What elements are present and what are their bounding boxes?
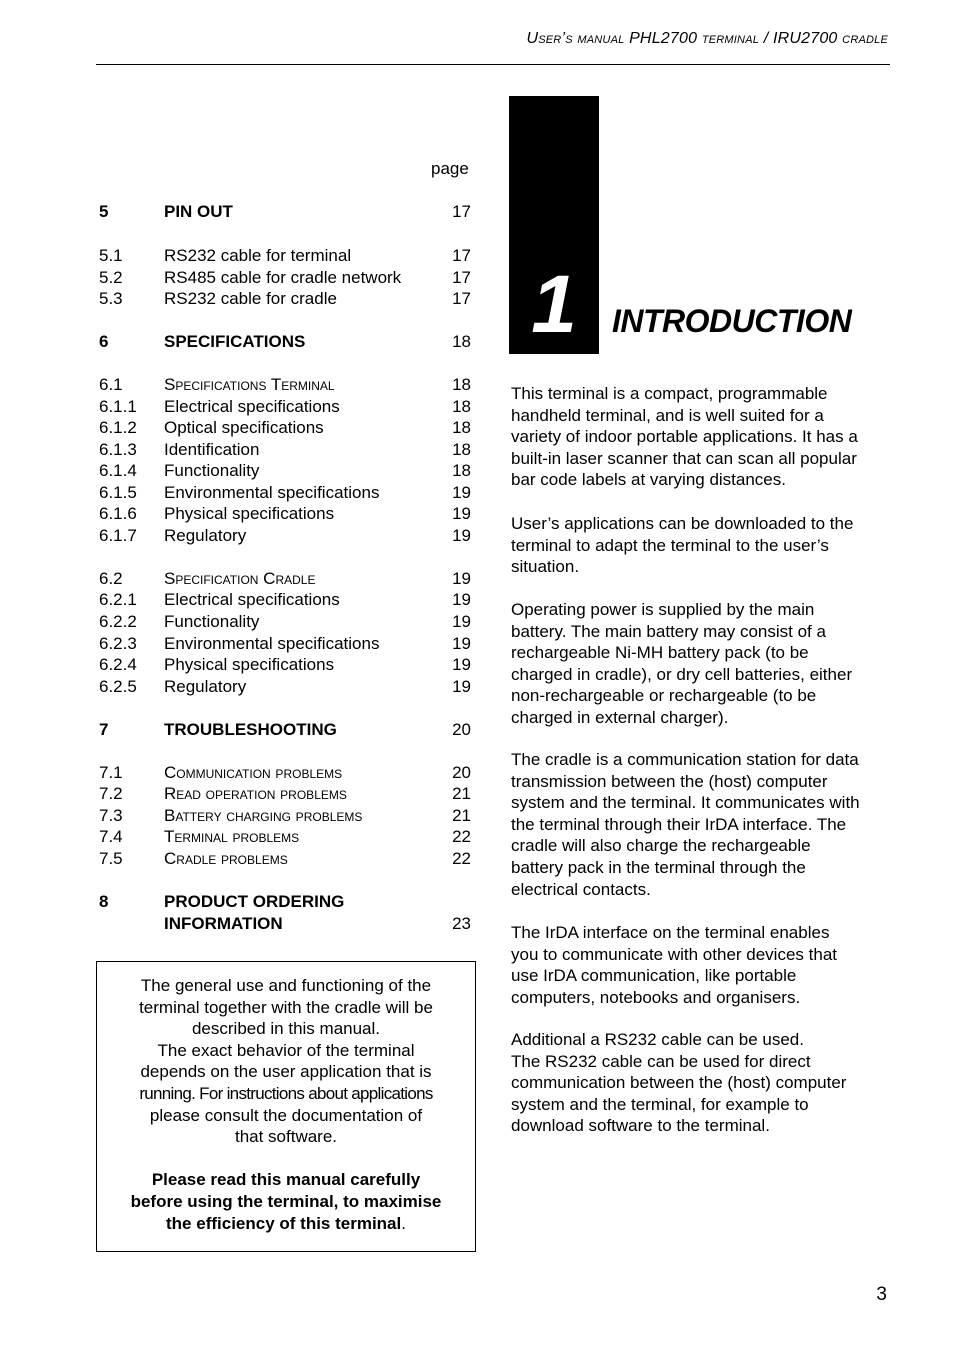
notice-line: depends on the user application that is bbox=[140, 1062, 432, 1082]
toc-number: 5.2 bbox=[99, 268, 123, 287]
intro-paragraph-1 bbox=[511, 383, 896, 491]
toc-page: 19 bbox=[452, 526, 471, 545]
intro-paragraph-2 bbox=[511, 513, 896, 578]
toc-number: 6.1.3 bbox=[99, 440, 137, 459]
paragraph-line: the terminal through their IrDA interface. The bbox=[511, 814, 847, 834]
toc-number: 6.1.1 bbox=[99, 397, 137, 416]
toc-title: Read operation problems bbox=[164, 784, 347, 803]
toc-title: Battery charging problems bbox=[164, 806, 363, 825]
toc-number: 5.3 bbox=[99, 289, 123, 308]
chapter-number: 1 bbox=[531, 259, 577, 350]
toc-number: 5 bbox=[99, 202, 109, 221]
paragraph-line: bar code labels at varying distances. bbox=[511, 470, 786, 490]
toc-title: Functionality bbox=[164, 612, 260, 631]
toc-title: Identification bbox=[164, 440, 260, 459]
notice-line: that software. bbox=[234, 1127, 338, 1147]
paragraph-line: rechargeable Ni-MH battery pack (to be bbox=[511, 643, 809, 663]
toc-number: 6.1.6 bbox=[99, 504, 137, 523]
toc-title: RS232 cable for cradle bbox=[164, 289, 337, 308]
toc-number: 6.1 bbox=[99, 375, 123, 394]
header-rule bbox=[96, 64, 890, 65]
toc-number: 6.2 bbox=[99, 569, 123, 588]
toc-entry-8 bbox=[99, 891, 471, 935]
toc-number: 7.3 bbox=[99, 806, 123, 825]
toc-number: 6.2.2 bbox=[99, 612, 137, 631]
paragraph-line: system and the terminal. It communicates with bbox=[511, 793, 860, 813]
toc-page: 19 bbox=[452, 612, 471, 631]
toc-page: 20 bbox=[452, 763, 471, 782]
toc-number: 6.2.1 bbox=[99, 590, 137, 609]
toc-title: RS232 cable for terminal bbox=[164, 246, 352, 265]
toc-page: 20 bbox=[452, 720, 471, 739]
paragraph-line: This terminal is a compact, programmable bbox=[511, 384, 828, 403]
paragraph-line: cradle will also charge the rechargeable bbox=[511, 836, 811, 856]
toc-number: 7.2 bbox=[99, 784, 123, 803]
toc-title: Terminal problems bbox=[164, 827, 300, 846]
toc-number: 7.5 bbox=[99, 849, 123, 868]
toc-page: 19 bbox=[452, 483, 471, 502]
toc-title: Specifications Terminal bbox=[164, 375, 335, 394]
toc-number: 7.1 bbox=[99, 763, 123, 782]
intro-paragraph-5 bbox=[511, 922, 896, 1008]
toc-number: 6.2.4 bbox=[99, 655, 137, 674]
paragraph-line: communication between the (host) computer bbox=[511, 1073, 847, 1093]
paragraph-line: you to communicate with other devices that bbox=[511, 944, 837, 964]
toc-title: RS485 cable for cradle network bbox=[164, 268, 402, 287]
paragraph-line: The IrDA interface on the terminal enables bbox=[511, 923, 830, 942]
toc-title: Physical specifications bbox=[164, 655, 335, 674]
toc-title: Environmental specifications bbox=[164, 634, 380, 653]
toc-title: Environmental specifications bbox=[164, 483, 380, 502]
toc-page: 17 bbox=[452, 289, 471, 308]
toc-title: Electrical specifications bbox=[164, 590, 340, 609]
notice-line: The exact behavior of the terminal bbox=[157, 1040, 415, 1060]
paragraph-line: battery. The main battery may consist of a bbox=[511, 621, 826, 641]
toc-page: 18 bbox=[452, 332, 471, 351]
toc-title bbox=[164, 891, 434, 934]
toc-title-line-2: INFORMATION bbox=[164, 913, 283, 933]
chapter-number-block bbox=[509, 96, 599, 354]
intro-paragraph-4 bbox=[511, 749, 896, 900]
notice-warning-line: Please read this manual carefully bbox=[151, 1170, 421, 1190]
toc-title: SPECIFICATIONS bbox=[164, 332, 306, 351]
toc-number: 6.1.5 bbox=[99, 483, 137, 502]
toc-number: 7.4 bbox=[99, 827, 123, 846]
toc-title: PIN OUT bbox=[164, 202, 233, 221]
paragraph-line: Operating power is supplied by the main bbox=[511, 600, 815, 619]
toc-page: 17 bbox=[452, 202, 471, 221]
notice-period: . bbox=[401, 1213, 406, 1233]
toc-number: 6.1.2 bbox=[99, 418, 137, 437]
paragraph-line: non-rechargeable or rechargeable (to be bbox=[511, 686, 817, 706]
chapter-title: INTRODUCTION bbox=[612, 303, 852, 339]
toc-page: 22 bbox=[452, 827, 471, 846]
toc-page: 18 bbox=[452, 418, 471, 437]
toc-page: 19 bbox=[452, 504, 471, 523]
toc-page: 19 bbox=[452, 590, 471, 609]
toc-title: Regulatory bbox=[164, 677, 247, 696]
toc-number: 5.1 bbox=[99, 246, 123, 265]
notice-warning-line: before using the terminal, to maximise bbox=[130, 1191, 442, 1211]
toc-page: 18 bbox=[452, 375, 471, 394]
paragraph-line: charged in external charger). bbox=[511, 707, 729, 727]
notice-warning-text: the efficiency of this terminal bbox=[166, 1213, 402, 1233]
notice-line: please consult the documentation of bbox=[149, 1105, 423, 1125]
notice-box bbox=[96, 961, 476, 1252]
toc-page: 17 bbox=[452, 268, 471, 287]
toc-number: 6.2.3 bbox=[99, 634, 137, 653]
paragraph-line: Additional a RS232 cable can be used. bbox=[511, 1030, 804, 1049]
toc-title: Optical specifications bbox=[164, 418, 324, 437]
notice-line: running. For instructions about applications bbox=[139, 1083, 433, 1103]
toc-title: Electrical specifications bbox=[164, 397, 340, 416]
toc-title: TROUBLESHOOTING bbox=[164, 720, 337, 739]
paragraph-line: battery pack in the terminal through the bbox=[511, 857, 806, 877]
paragraph-line: charged in cradle), or dry cell batteries, either bbox=[511, 664, 853, 684]
paragraph-line: The RS232 cable can be used for direct bbox=[511, 1051, 811, 1071]
toc-page-column-label: page bbox=[431, 159, 469, 178]
paragraph-line: built-in laser scanner that can scan all popular bbox=[511, 448, 857, 468]
toc-title: Physical specifications bbox=[164, 504, 335, 523]
paragraph-line: situation. bbox=[511, 557, 580, 577]
paragraph-line: electrical contacts. bbox=[511, 879, 651, 899]
paragraph-line: User’s applications can be downloaded to the bbox=[511, 514, 854, 533]
toc-page: 23 bbox=[452, 913, 471, 933]
toc-number: 6.1.4 bbox=[99, 461, 137, 480]
toc-title: Specification Cradle bbox=[164, 569, 316, 588]
toc-page: 19 bbox=[452, 634, 471, 653]
toc-number: 6.2.5 bbox=[99, 677, 137, 696]
toc-page: 22 bbox=[452, 849, 471, 868]
toc-page: 18 bbox=[452, 397, 471, 416]
toc-page: 17 bbox=[452, 246, 471, 265]
notice-line: terminal together with the cradle will be bbox=[139, 997, 433, 1017]
toc-number: 8 bbox=[99, 892, 109, 911]
toc-page: 21 bbox=[452, 784, 471, 803]
paragraph-line: handheld terminal, and is well suited for a bbox=[511, 405, 824, 425]
toc-page: 21 bbox=[452, 806, 471, 825]
toc-page: 19 bbox=[452, 677, 471, 696]
notice-line: described in this manual. bbox=[191, 1019, 381, 1039]
paragraph-line: variety of indoor portable applications. It has a bbox=[511, 427, 858, 447]
toc-number: 7 bbox=[99, 720, 109, 739]
running-header: User’s manual PHL2700 terminal / IRU2700 cradle bbox=[526, 30, 888, 47]
toc-title: Regulatory bbox=[164, 526, 247, 545]
toc-title: Functionality bbox=[164, 461, 260, 480]
paragraph-line: system and the terminal, for example to bbox=[511, 1094, 809, 1114]
paragraph-line: computers, notebooks and organisers. bbox=[511, 987, 801, 1007]
intro-paragraph-3 bbox=[511, 599, 896, 729]
notice-line: The general use and functioning of the bbox=[140, 976, 432, 995]
notice-warning-last-line bbox=[115, 1213, 457, 1235]
paragraph-line: download software to the terminal. bbox=[511, 1116, 770, 1136]
toc-title-line-1: PRODUCT ORDERING bbox=[164, 892, 345, 911]
toc-page: 18 bbox=[452, 440, 471, 459]
paragraph-line: terminal to adapt the terminal to the user’s bbox=[511, 535, 829, 555]
paragraph-line: use IrDA communication, like portable bbox=[511, 966, 797, 986]
toc-title: Cradle problems bbox=[164, 849, 288, 868]
page-number: 3 bbox=[876, 1284, 887, 1305]
toc-page: 19 bbox=[452, 655, 471, 674]
toc-page: 18 bbox=[452, 461, 471, 480]
toc-page: 19 bbox=[452, 569, 471, 588]
intro-paragraph-6 bbox=[511, 1029, 896, 1137]
paragraph-line: transmission between the (host) computer bbox=[511, 771, 828, 791]
paragraph-line: The cradle is a communication station for data bbox=[511, 750, 859, 769]
toc-number: 6 bbox=[99, 332, 109, 351]
toc-title: Communication problems bbox=[164, 763, 343, 782]
toc-number: 6.1.7 bbox=[99, 526, 137, 545]
